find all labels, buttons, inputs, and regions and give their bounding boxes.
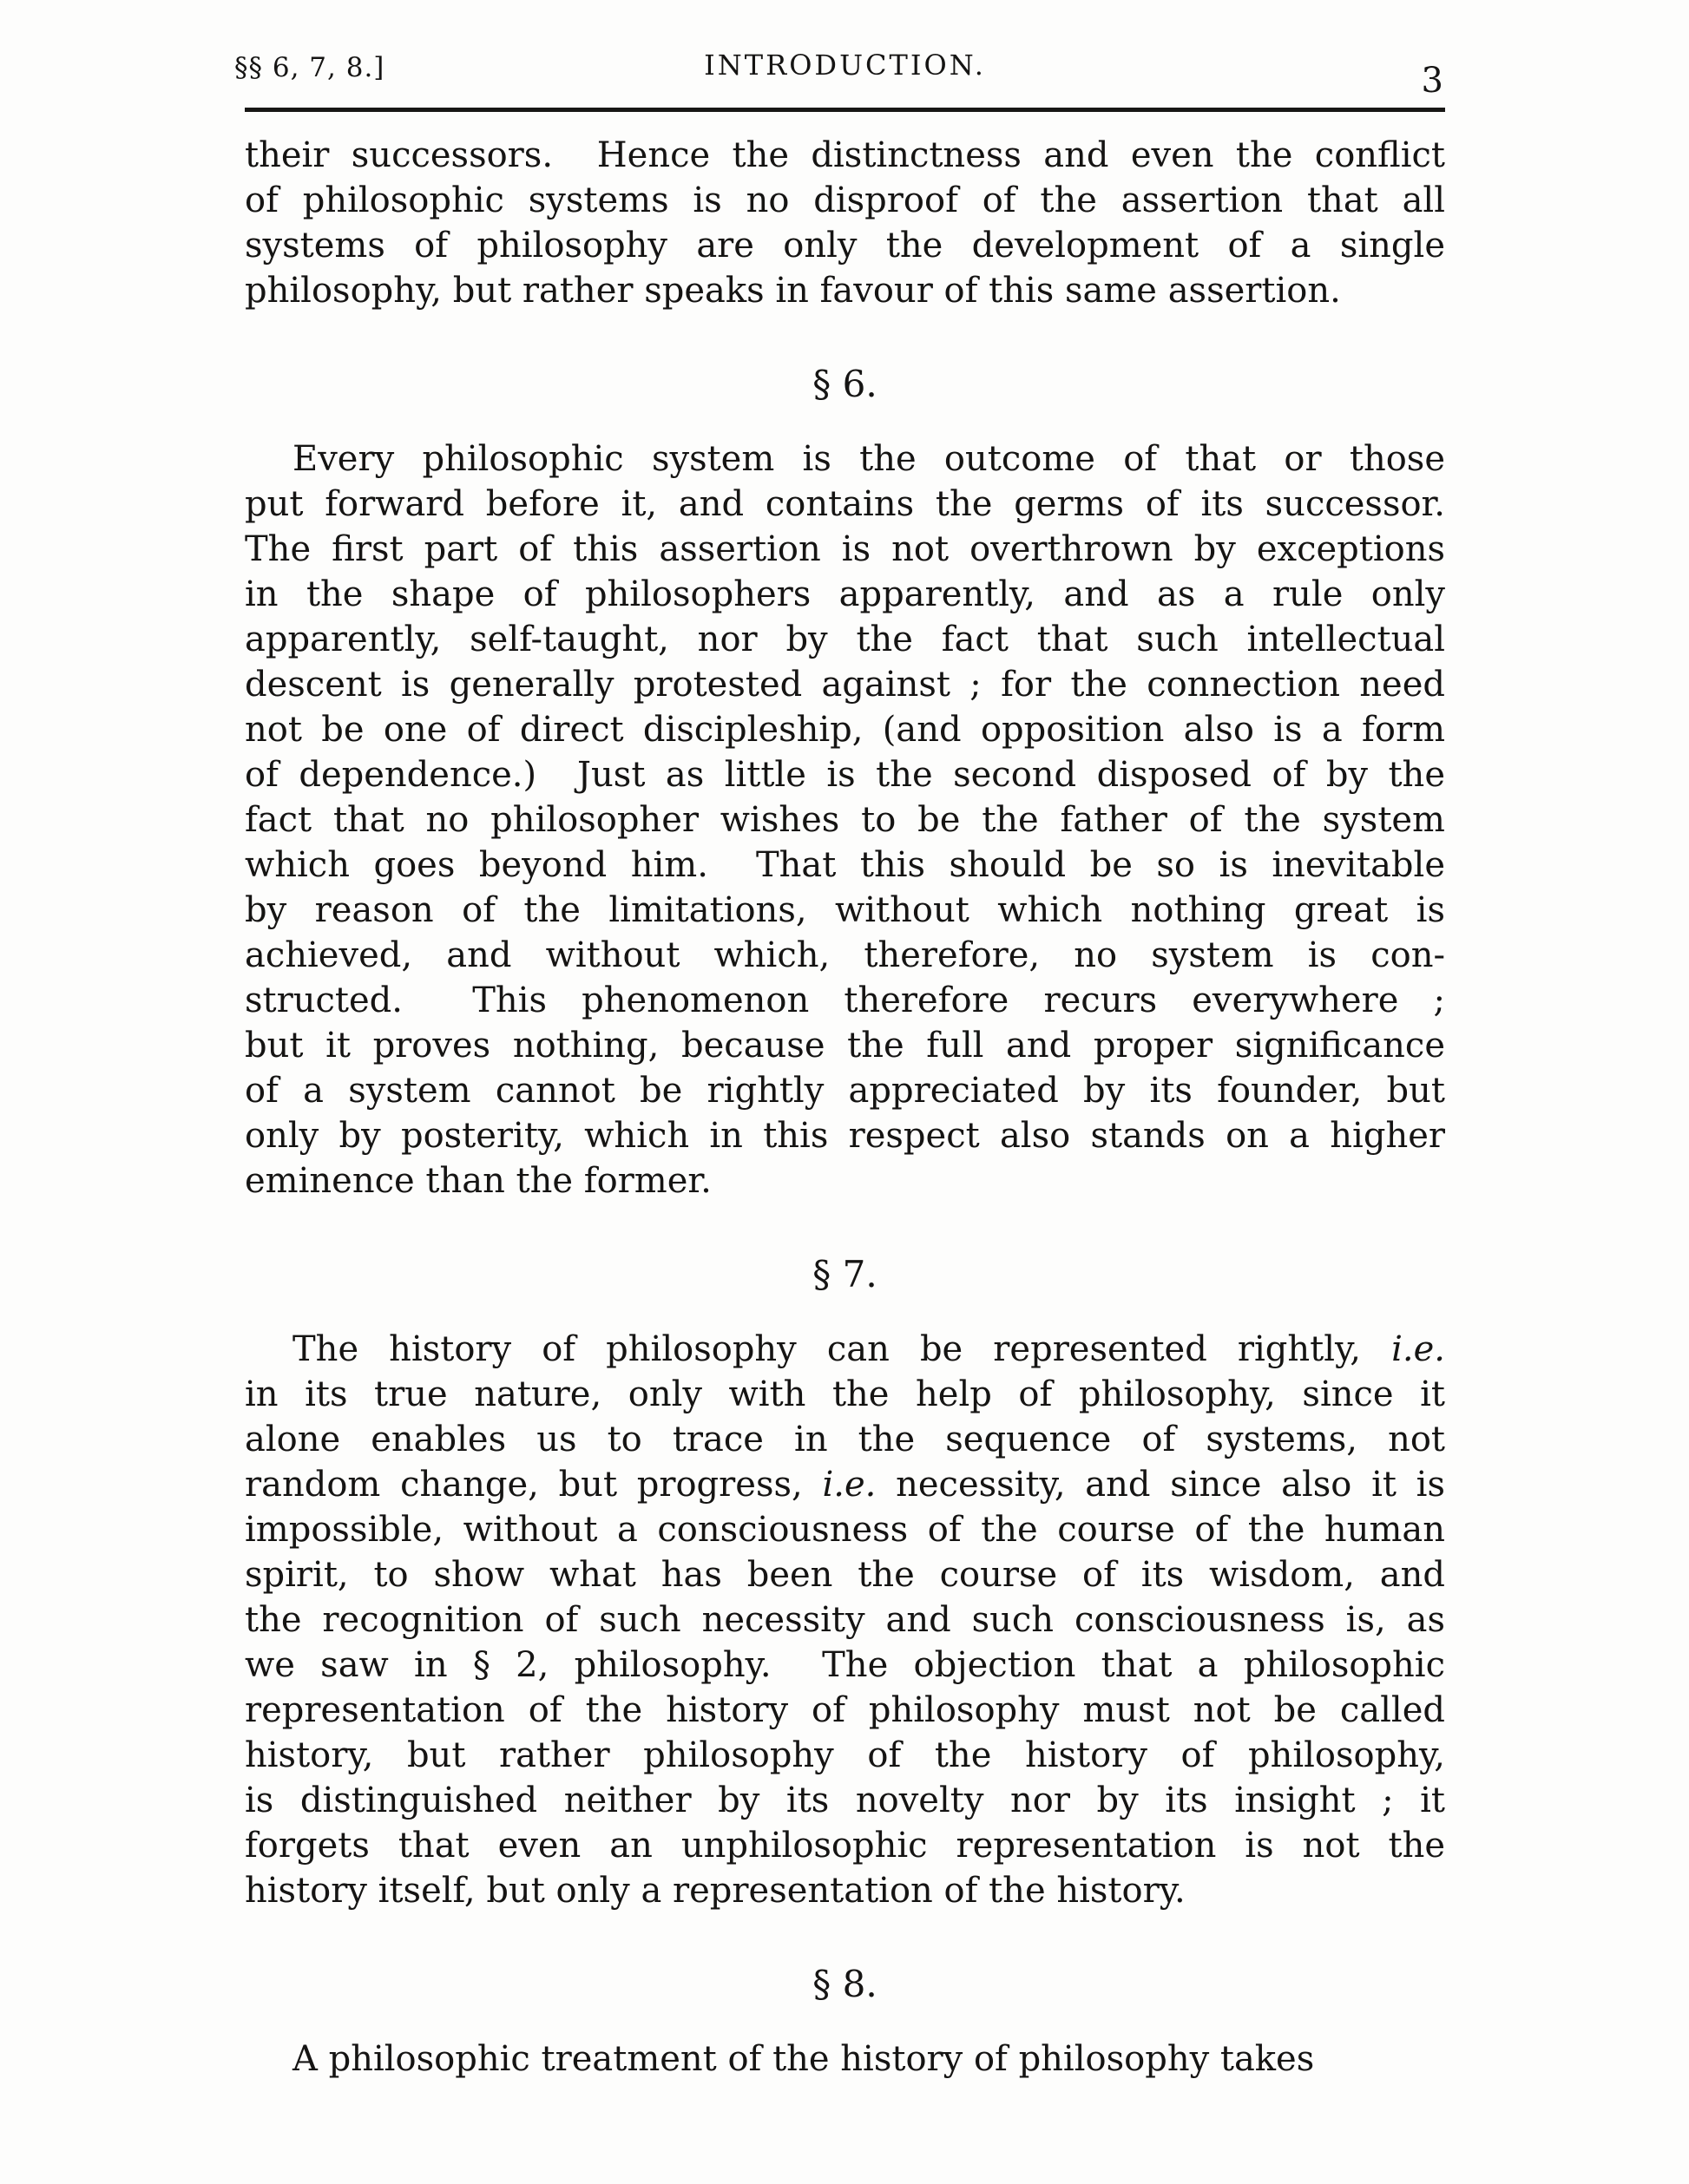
- section-heading: § 8.: [812, 1963, 877, 2005]
- text-line: only by posterity, which in this respect also stands on a higher: [245, 1116, 1445, 1156]
- text-line: achieved, and without which, therefore, no system is con-: [245, 935, 1445, 975]
- text-line: descent is generally protested against ; for the connection need: [245, 665, 1445, 705]
- text-line: history itself, but only a representation of the history.: [245, 1871, 1186, 1911]
- text-line: apparently, self-taught, nor by the fact that such intellectual: [245, 620, 1445, 659]
- text-line: random change, but progress, i.e. necessity, and since also it is: [245, 1465, 1446, 1505]
- header-rule: [245, 108, 1445, 112]
- text-line: the recognition of such necessity and such consciousness is, as: [245, 1600, 1445, 1640]
- text-line: is distinguished neither by its novelty nor by its insight ; it: [245, 1781, 1445, 1820]
- paragraph: [245, 2036, 1445, 2082]
- running-title: INTRODUCTION.: [704, 49, 986, 82]
- text-line: of philosophic systems is no disproof of the assertion that all: [245, 180, 1445, 220]
- text-line: eminence than the former.: [245, 1161, 712, 1201]
- text-line: forgets that even an unphilosophic representation is not the: [245, 1826, 1445, 1866]
- text-line: fact that no philosopher wishes to be the father of the system: [245, 800, 1445, 840]
- text-line: The first part of this assertion is not overthrown by exceptions: [245, 529, 1445, 569]
- paragraph: [245, 133, 1445, 313]
- text-line: systems of philosophy are only the development of a single: [245, 226, 1445, 266]
- text-line: in the shape of philosophers apparently, and as a rule only: [245, 574, 1445, 614]
- text-line: history, but rather philosophy of the history of philosophy,: [245, 1735, 1445, 1775]
- text-line: of a system cannot be rightly appreciated by its founder, but: [245, 1071, 1445, 1111]
- header-section-refs: §§ 6, 7, 8.]: [234, 52, 385, 83]
- text-line: not be one of direct discipleship, (and opposition also is a form: [245, 710, 1445, 750]
- text-line: representation of the history of philosophy must not be called: [245, 1690, 1445, 1730]
- text-line: A philosophic treatment of the history of philosophy takes: [292, 2039, 1315, 2079]
- section-heading: § 7.: [812, 1253, 877, 1295]
- text-line: impossible, without a consciousness of the course of the human: [245, 1510, 1445, 1550]
- text-line: of dependence.) Just as little is the second disposed of by the: [245, 755, 1445, 795]
- text-line: spirit, to show what has been the course of its wisdom, and: [245, 1555, 1445, 1595]
- paragraph: [245, 1327, 1445, 1913]
- text-line: but it proves nothing, because the full and proper significance: [245, 1026, 1445, 1066]
- text-line: alone enables us to trace in the sequence of systems, not: [245, 1420, 1445, 1459]
- text-line: Every philosophic system is the outcome of that or those: [292, 439, 1445, 479]
- paragraph: [245, 436, 1445, 1203]
- text-line: The history of philosophy can be represented rightly, i.e.: [292, 1329, 1445, 1369]
- text-line: which goes beyond him. That this should be so is inevitable: [245, 845, 1445, 885]
- text-line: by reason of the limitations, without which nothing great is: [245, 890, 1445, 930]
- text-line: we saw in § 2, philosophy. The objection that a philosophic: [245, 1645, 1445, 1685]
- page-body: [245, 133, 1445, 2082]
- page-number: 3: [1421, 61, 1443, 101]
- text-line: structed. This phenomenon therefore recurs everywhere ;: [245, 981, 1445, 1020]
- text-line: philosophy, but rather speaks in favour of this same assertion.: [245, 271, 1341, 311]
- text-line: in its true nature, only with the help of philosophy, since it: [245, 1374, 1445, 1414]
- text-line: put forward before it, and contains the germs of its successor.: [245, 484, 1445, 524]
- text-line: their successors. Hence the distinctness and even the conflict: [245, 135, 1445, 175]
- section-heading: § 6.: [812, 363, 877, 405]
- page-header: [234, 40, 1445, 101]
